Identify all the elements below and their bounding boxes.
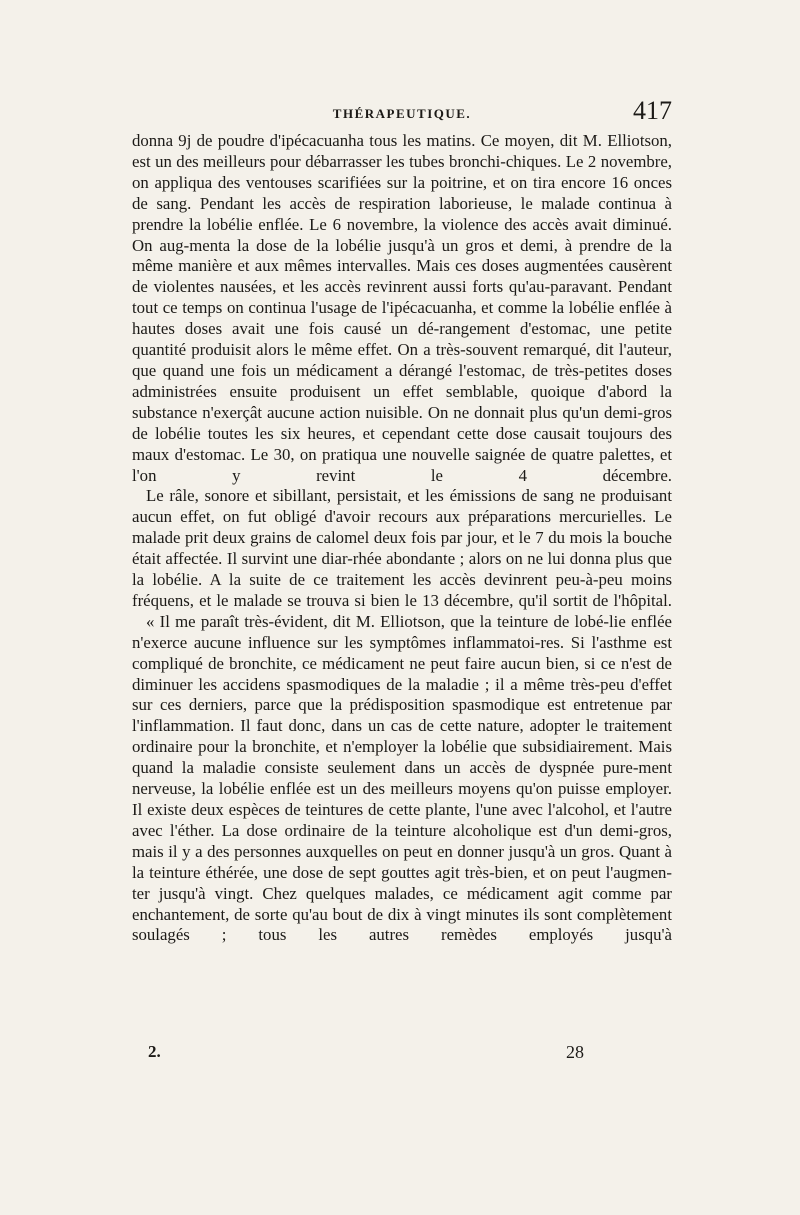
body-text: [132, 131, 672, 946]
paragraph-2: Le râle, sonore et sibillant, persistait, et les émissions de sang ne produisant aucun effet, on fut obligé d'avoir recours aux préparations mercurielles. Le malade prit deux grains de calomel deux fois par jour, et le 7 du mois la bouche était affectée. Il survint une diar-rhée abondante ; alors on ne lui donna plus que la lobélie. A la suite de ce traitement les accès devinrent peu-à-peu moins fréquens, et le malade se trouva si bien le 13 décembre, qu'il sortit de l'hôpital.: [132, 486, 672, 610]
gathering-number: 28: [566, 1042, 584, 1062]
page-header: [132, 96, 672, 136]
paragraph-3: « Il me paraît très-évident, dit M. Elliotson, que la teinture de lobé-lie enflée n'exerce aucune influence sur les symptômes inflammatoi-res. Si l'asthme est compliqué de bronchite, ce médicament ne peut faire aucun bien, si ce n'est de diminuer les accidens spasmodiques de la maladie ; il a même très-peu d'effet sur ces derniers, parce que la prédisposition spasmodique est entretenue par l'inflammation. Il faut donc, dans un cas de cette nature, adopter le traitement ordinaire pour la bronchite, et n'employer la lobélie que subsidiairement. Mais quand la maladie consiste seulement dans un accès de dyspnée pure-ment nerveuse, la lobélie enflée est un des meilleurs moyens qu'on puisse employer. Il existe deux espèces de teintures de cette plante, l'une avec l'alcohol, et l'autre avec l'éther. La dose ordinaire de la teinture alcoholique est d'un demi-gros, mais il y a des personnes auxquelles on peut en donner jusqu'à un gros. Quant à la teinture éthérée, une dose de sept gouttes agit très-bien, et on peut l'augmen-ter jusqu'à vingt. Chez quelques malades, ce médicament agit comme par enchantement, de sorte qu'au bout de dix à vingt minutes ils sont complètement soulagés ; tous les autres remèdes employés jusqu'à: [132, 611, 672, 945]
signature-mark: 2.: [148, 1042, 161, 1061]
page-footer: [148, 1042, 652, 1070]
paragraph-1: donna 9j de poudre d'ipécacuanha tous les matins. Ce moyen, dit M. Elliotson, est un des meilleurs pour débarrasser les tubes bronchi-chiques. Le 2 novembre, on appliqua des ventouses scarifiées sur la poitrine, et on tira encore 16 onces de sang. Pendant les accès de respiration laborieuse, le malade continua à prendre la lobélie enflée. Le 6 novembre, la violence des accès avait diminué. On aug-menta la dose de la lobélie jusqu'à un gros et demi, à prendre de la même manière et aux mêmes intervalles. Mais ces doses augmentées causèrent de violentes nausées, et les accès revinrent aussi forts qu'au-paravant. Pendant tout ce temps on continua l'usage de l'ipécacuanha, et comme la lobélie enflée à hautes doses avait une fois causé un dé-rangement d'estomac, une petite quantité produisit alors le même effet. On a très-souvent remarqué, dit l'auteur, que quand une fois un médicament a dérangé l'estomac, de très-petites doses administrées ensuite produisent un effet semblable, quoique d'abord la substance n'exerçât aucune action nuisible. On ne donnait plus qu'un demi-gros de lobélie toutes les six heures, et cependant cette dose causait toujours des maux d'estomac. Le 30, on pratiqua une nouvelle saignée de quatre palettes, et l'on y revint le 4 décembre.: [132, 131, 672, 485]
page-number: 417: [633, 96, 672, 125]
running-title: THÉRAPEUTIQUE.: [332, 106, 472, 121]
